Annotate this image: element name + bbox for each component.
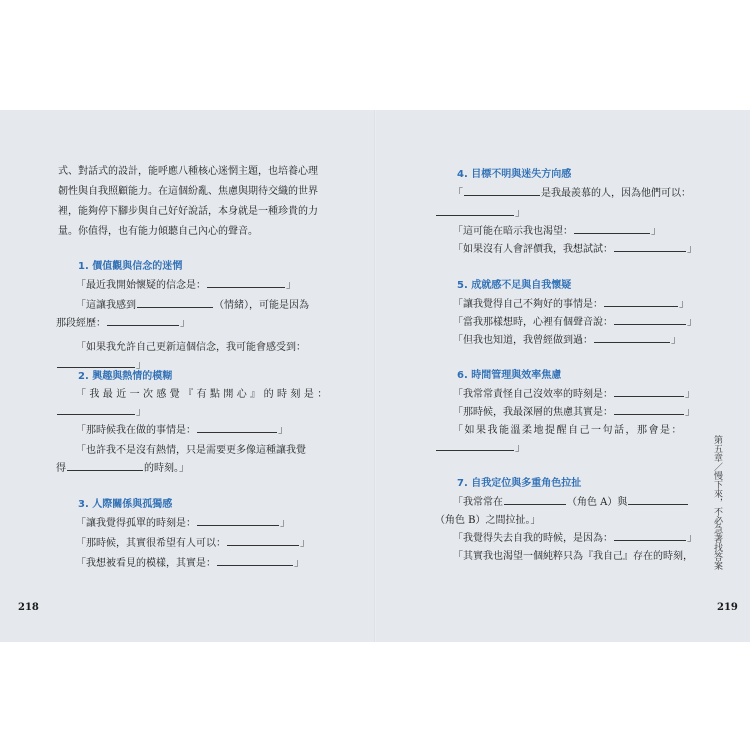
prompt-line <box>435 439 525 454</box>
prompt-line <box>453 295 689 310</box>
section-3-title: 3. 人際關係與孤獨感 <box>78 499 173 510</box>
chapter-running-head: 第五章／慢下來，不必急著找答案 <box>712 435 722 570</box>
prompt-text: 「我想被看見的模樣，其實是： <box>76 558 216 569</box>
prompt-text: 「如果我能溫柔地提醒自己一句話，那會是： <box>453 425 683 436</box>
prompt-text: 「最近我開始懷疑的信念是： <box>76 280 206 291</box>
prompt-text: 「我最近一次感覺『有點開心』的時刻是： <box>76 389 331 400</box>
answer-blank[interactable] <box>594 332 670 343</box>
left-page <box>0 110 375 642</box>
prompt-text: 」 <box>280 518 290 529</box>
prompt-line <box>453 184 691 199</box>
right-page <box>375 110 750 642</box>
page-number: 219 <box>717 602 738 613</box>
section-4-title: 4. 目標不明與迷失方向感 <box>457 169 572 180</box>
answer-blank[interactable] <box>217 555 293 566</box>
prompt-line <box>453 421 683 436</box>
prompt-line <box>76 276 296 291</box>
prompt-text: 」 <box>300 538 310 549</box>
answer-blank[interactable] <box>604 296 678 307</box>
prompt-text: 「那時候，其實很希望有人可以： <box>76 538 226 549</box>
page-number: 218 <box>18 602 39 613</box>
prompt-text: 「也許我不是沒有熱情，只是需要更多像這種讓我覺 <box>76 445 306 456</box>
prompt-text: 」 <box>278 425 288 436</box>
prompt-line <box>453 547 693 562</box>
answer-blank[interactable] <box>614 386 684 397</box>
prompt-line <box>76 534 310 549</box>
prompt-text: 「讓我覺得自己不夠好的事情是： <box>453 299 603 310</box>
prompt-text: 」 <box>651 226 661 237</box>
prompt-text: 」 <box>515 443 525 454</box>
answer-blank[interactable] <box>628 494 688 505</box>
prompt-text: （情緒），可能是因為 <box>214 300 309 311</box>
prompt-text: 「如果我允許自己更新這個信念，我可能會感受到： <box>76 342 306 353</box>
prompt-line <box>453 313 697 328</box>
prompt-text: 「這可能在暗示我也渴望： <box>453 226 573 237</box>
prompt-text: 「但我也知道，我曾經做到過： <box>453 335 593 346</box>
prompt-text: 」 <box>687 317 697 328</box>
prompt-text: 「讓我覺得孤單的時刻是： <box>76 518 196 529</box>
prompt-text: 是我最羨慕的人，因為他們可以： <box>541 188 691 199</box>
answer-blank[interactable] <box>614 241 686 252</box>
prompt-text: 」 <box>180 318 190 329</box>
prompt-text: 「其實我也渴望一個純粹只為『我自己』存在的時刻， <box>453 551 693 562</box>
intro-paragraph: 式、對話式的設計，能呼應八種核心迷惘主題，也培養心理韌性與自我照顧能力。在這個紛亂、焦慮與期待交織的世界裡，能夠停下腳步與自己好好說話，本身就是一種珍貴的力量。你值得，也有能力傾聽自己內心的聲音。 <box>58 166 318 237</box>
prompt-text: 「當我那樣想時，心裡有個聲音說： <box>453 317 613 328</box>
prompt-text: 得 <box>56 463 66 474</box>
answer-blank[interactable] <box>574 223 650 234</box>
prompt-text: 」 <box>671 335 681 346</box>
answer-blank[interactable] <box>137 297 213 308</box>
prompt-text: 「我常常在 <box>453 497 503 508</box>
prompt-line <box>56 403 146 418</box>
prompt-line <box>453 331 681 346</box>
answer-blank[interactable] <box>107 315 179 326</box>
answer-blank[interactable] <box>436 205 514 216</box>
prompt-line <box>453 240 697 255</box>
section-6-title: 6. 時間管理與效率焦慮 <box>457 370 562 381</box>
prompt-text: 」 <box>286 280 296 291</box>
prompt-line <box>56 314 190 329</box>
answer-blank[interactable] <box>614 404 684 415</box>
prompt-line <box>453 222 661 237</box>
prompt-text: 」 <box>294 558 304 569</box>
answer-blank[interactable] <box>464 185 540 196</box>
prompt-text: 」 <box>679 299 689 310</box>
prompt-text: 「我常常責怪自己沒效率的時刻是： <box>453 389 613 400</box>
prompt-text: 」 <box>687 244 697 255</box>
prompt-text: 」 <box>687 533 697 544</box>
prompt-line <box>435 204 525 219</box>
prompt-text: 」 <box>136 407 146 418</box>
answer-blank[interactable] <box>67 460 143 471</box>
prompt-text: 那段經歷： <box>56 318 106 329</box>
prompt-line <box>76 441 306 456</box>
prompt-line <box>76 514 290 529</box>
prompt-line <box>453 493 689 508</box>
answer-blank[interactable] <box>227 535 299 546</box>
prompt-line <box>453 385 695 400</box>
prompt-text: 的時刻。」 <box>144 463 189 474</box>
prompt-text: 「這讓我感到 <box>76 300 136 311</box>
answer-blank[interactable] <box>57 404 135 415</box>
prompt-line <box>453 529 697 544</box>
prompt-text: 」 <box>685 389 695 400</box>
prompt-line <box>76 296 309 311</box>
prompt-text: 「那時候，我最深層的焦慮其實是： <box>453 407 613 418</box>
prompt-text: 」 <box>515 208 525 219</box>
prompt-text: （角色 A）與 <box>567 497 628 508</box>
section-1-title: 1. 價值觀與信念的迷惘 <box>78 261 183 272</box>
section-5-title: 5. 成就感不足與自我懷疑 <box>457 280 572 291</box>
prompt-text: 「那時候我在做的事情是： <box>76 425 196 436</box>
section-2-title: 2. 興趣與熱情的模糊 <box>78 371 173 382</box>
prompt-line <box>76 421 288 436</box>
answer-blank[interactable] <box>504 494 566 505</box>
prompt-line <box>76 385 331 400</box>
answer-blank[interactable] <box>614 314 686 325</box>
answer-blank[interactable] <box>197 422 277 433</box>
prompt-text: 「我覺得失去自我的時候，是因為： <box>453 533 613 544</box>
prompt-line <box>453 403 695 418</box>
answer-blank[interactable] <box>436 440 514 451</box>
section-7-title: 7. 自我定位與多重角色拉扯 <box>457 478 582 489</box>
answer-blank[interactable] <box>197 515 279 526</box>
prompt-text: 」 <box>136 360 146 371</box>
prompt-text: （角色 B）之間拉扯。」 <box>435 515 541 526</box>
prompt-text: 「 <box>453 188 463 199</box>
prompt-line <box>56 459 189 474</box>
answer-blank[interactable] <box>614 530 686 541</box>
prompt-text: 「如果沒有人會評價我，我想試試： <box>453 244 613 255</box>
prompt-line <box>76 338 306 353</box>
prompt-text: 」 <box>685 407 695 418</box>
book-spread <box>0 110 750 642</box>
prompt-line <box>435 511 541 526</box>
answer-blank[interactable] <box>207 277 285 288</box>
prompt-line <box>76 554 304 569</box>
